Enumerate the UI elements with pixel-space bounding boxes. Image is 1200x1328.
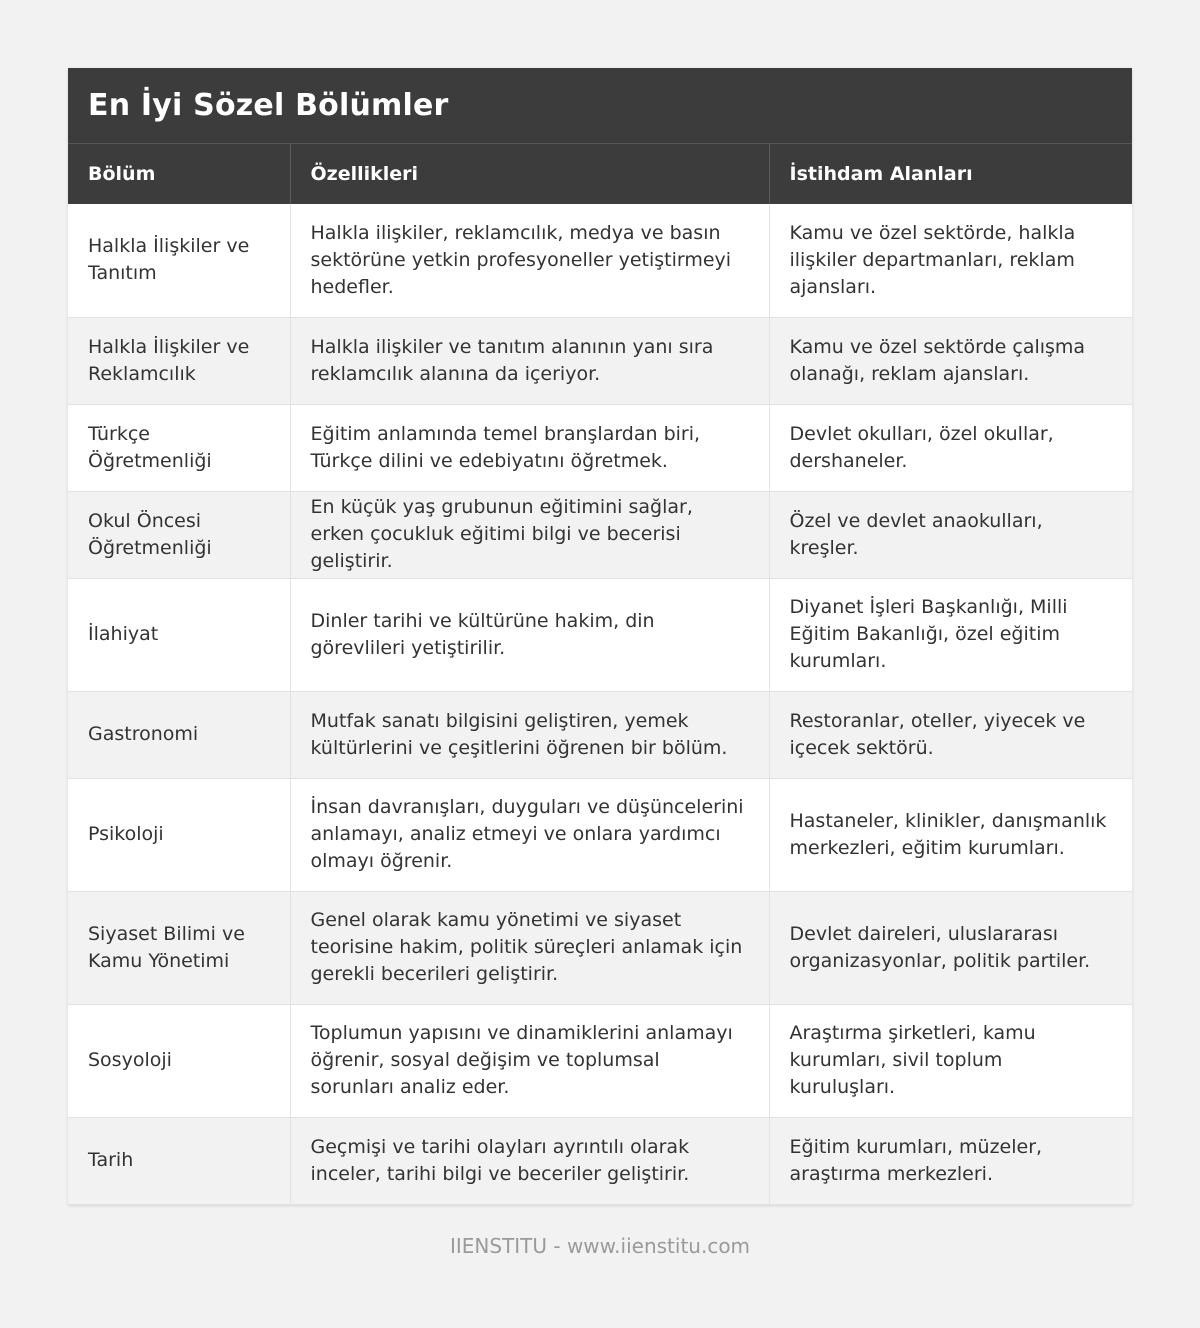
cell-ozellikler: Mutfak sanatı bilgisini geliştiren, yemek kültürlerini ve çeşitlerini öğrenen bir bölüm. [290,691,769,778]
cell-ozellikler: Halkla ilişkiler ve tanıtım alanının yanı sıra reklamcılık alanına da içeriyor. [290,317,769,404]
cell-istihdam: Kamu ve özel sektörde, halkla ilişkiler departmanları, reklam ajansları. [769,204,1132,317]
cell-istihdam: Restoranlar, oteller, yiyecek ve içecek sektörü. [769,691,1132,778]
cell-bolum: Gastronomi [68,691,290,778]
cell-istihdam: Kamu ve özel sektörde çalışma olanağı, reklam ajansları. [769,317,1132,404]
cell-bolum: Siyaset Bilimi ve Kamu Yönetimi [68,891,290,1004]
table-row [68,1117,1132,1204]
cell-ozellikler: Geçmişi ve tarihi olayları ayrıntılı olarak inceler, tarihi bilgi ve beceriler geliştirir. [290,1117,769,1204]
table-row [68,891,1132,1004]
cell-ozellikler: Dinler tarihi ve kültürüne hakim, din görevlileri yetiştirilir. [290,578,769,691]
cell-bolum: Psikoloji [68,778,290,891]
cell-ozellikler: Halkla ilişkiler, reklamcılık, medya ve basın sektörüne yetkin profesyoneller yetiştirmeyi hedefler. [290,204,769,317]
table-header-row [68,144,1132,204]
cell-ozellikler: İnsan davranışları, duyguları ve düşüncelerini anlamayı, analiz etmeyi ve onlara yardımcı olmayı öğrenir. [290,778,769,891]
cell-ozellikler: En küçük yaş grubunun eğitimini sağlar, erken çocukluk eğitimi bilgi ve becerisi geliştirir. [290,491,769,578]
cell-istihdam: Hastaneler, klinikler, danışmanlık merkezleri, eğitim kurumları. [769,778,1132,891]
table-row [68,691,1132,778]
cell-istihdam: Devlet daireleri, uluslararası organizasyonlar, politik partiler. [769,891,1132,1004]
cell-bolum: Halkla İlişkiler ve Tanıtım [68,204,290,317]
table-row [68,204,1132,317]
column-header-ozellikler: Özellikleri [290,144,769,204]
table-row [68,1004,1132,1117]
majors-table [68,144,1132,1205]
table-row [68,317,1132,404]
title-bar [68,68,1132,144]
cell-bolum: Tarih [68,1117,290,1204]
column-header-istihdam: İstihdam Alanları [769,144,1132,204]
cell-istihdam: Eğitim kurumları, müzeler, araştırma merkezleri. [769,1117,1132,1204]
table-row [68,404,1132,491]
cell-bolum: Türkçe Öğretmenliği [68,404,290,491]
cell-istihdam: Araştırma şirketleri, kamu kurumları, sivil toplum kuruluşları. [769,1004,1132,1117]
cell-ozellikler: Genel olarak kamu yönetimi ve siyaset teorisine hakim, politik süreçleri anlamak için gerekli becerileri geliştirir. [290,891,769,1004]
cell-bolum: Sosyoloji [68,1004,290,1117]
footer-credit: IIENSTITU - www.iienstitu.com [449,1234,751,1258]
cell-istihdam: Özel ve devlet anaokulları, kreşler. [769,491,1132,578]
table-row [68,578,1132,691]
cell-bolum: Okul Öncesi Öğretmenliği [68,491,290,578]
cell-bolum: Halkla İlişkiler ve Reklamcılık [68,317,290,404]
page-title: En İyi Sözel Bölümler [88,88,449,123]
table-card [68,68,1132,1205]
cell-ozellikler: Toplumun yapısını ve dinamiklerini anlamayı öğrenir, sosyal değişim ve toplumsal sorunları analiz eder. [290,1004,769,1117]
table-row [68,491,1132,578]
cell-ozellikler: Eğitim anlamında temel branşlardan biri, Türkçe dilini ve edebiyatını öğretmek. [290,404,769,491]
cell-istihdam: Diyanet İşleri Başkanlığı, Milli Eğitim Bakanlığı, özel eğitim kurumları. [769,578,1132,691]
cell-istihdam: Devlet okulları, özel okullar, dershaneler. [769,404,1132,491]
table-row [68,778,1132,891]
column-header-bolum: Bölüm [68,144,290,204]
cell-bolum: İlahiyat [68,578,290,691]
